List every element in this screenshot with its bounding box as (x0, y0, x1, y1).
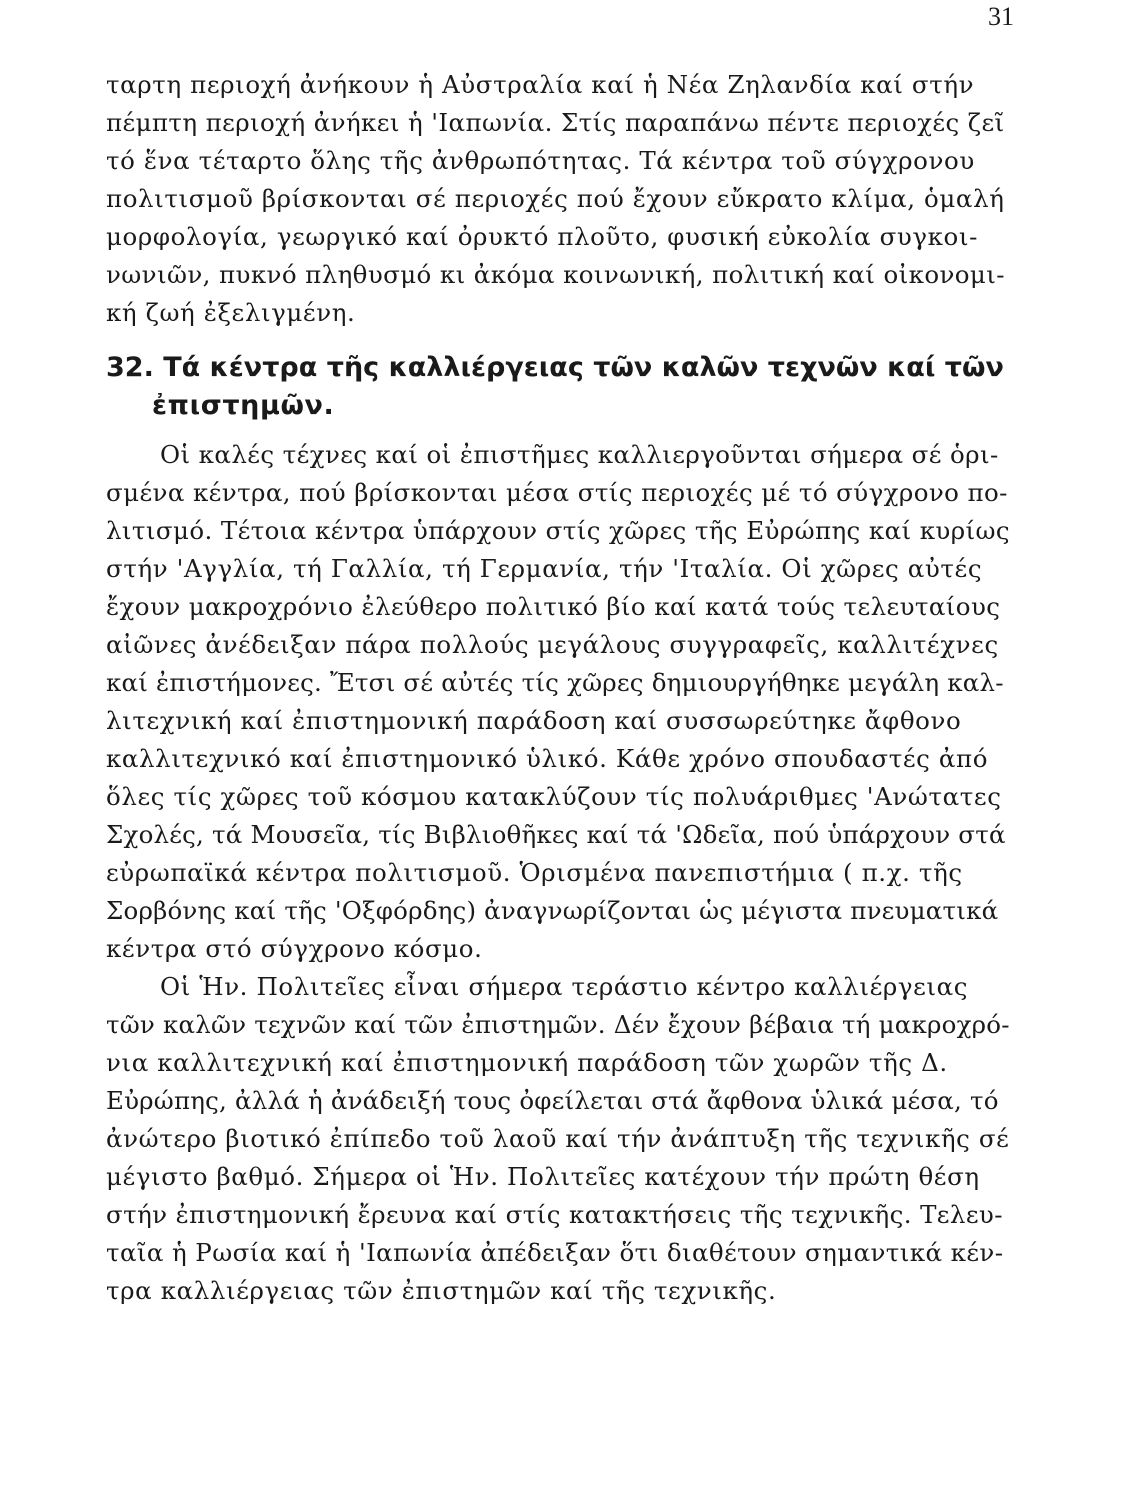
text-line: στήν ἐπιστημονική ἔρευνα καί στίς κατακτήσεις τῆς τεχνικῆς. Τελευ- (106, 1200, 1003, 1229)
text-line: ἔχουν μακροχρόνιο ἐλεύθερο πολιτικό βίο καί κατά τούς τελευταίους (106, 592, 1001, 621)
text-line: Σορβόνης καί τῆς 'Οξφόρδης) ἀναγνωρίζονται ὡς μέγιστα πνευματικά (106, 896, 999, 925)
text-line: αἰῶνες ἀνέδειξαν πάρα πολλούς μεγάλους συγγραφεῖς, καλλιτέχνες (106, 630, 999, 659)
section-heading-line: 32. Τά κέντρα τῆς καλλιέργειας τῶν καλῶν τεχνῶν καί τῶν (106, 352, 1004, 383)
text-line: κή ζωή ἐξελιγμένη. (106, 298, 356, 327)
text-line: ὅλες τίς χῶρες τοῦ κόσμου κατακλύζουν τίς πολυάριθμες 'Ανώτατες (106, 782, 1002, 811)
text-line: λιτεχνική καί ἐπιστημονική παράδοση καί συσσωρεύτηκε ἄφθονο (106, 706, 962, 735)
text-line: τρα καλλιέργειας τῶν ἐπιστημῶν καί τῆς τεχνικῆς. (106, 1276, 777, 1305)
text-line: μορφολογία, γεωργικό καί ὀρυκτό πλοῦτο, φυσική εὐκολία συγκοι- (106, 222, 978, 251)
section-heading-line: ἐπιστημῶν. (152, 390, 335, 421)
text-line: πολιτισμοῦ βρίσκονται σέ περιοχές πού ἔχουν εὔκρατο κλίμα, ὁμαλή (106, 184, 1005, 213)
text-line: Εὐρώπης, ἀλλά ἡ ἀνάδειξή τους ὀφείλεται στά ἄφθονα ὑλικά μέσα, τό (106, 1086, 999, 1115)
text-line: στήν 'Αγγλία, τή Γαλλία, τή Γερμανία, τήν 'Ιταλία. Οἱ χῶρες αὐτές (106, 554, 983, 583)
text-line: ταρτη περιοχή ἀνήκουν ἡ Αὐστραλία καί ἡ Νέα Ζηλανδία καί στήν (106, 70, 975, 99)
text-line: νια καλλιτεχνική καί ἐπιστημονική παράδοση τῶν χωρῶν τῆς Δ. (106, 1048, 948, 1077)
text-line: καί ἐπιστήμονες. Ἔτσι σέ αὐτές τίς χῶρες δημιουργήθηκε μεγάλη καλ- (106, 668, 1004, 697)
text-line: νωνιῶν, πυκνό πληθυσμό κι ἀκόμα κοινωνική, πολιτική καί οἰκονομι- (106, 260, 1005, 289)
text-line: τό ἕνα τέταρτο ὅλης τῆς ἀνθρωπότητας. Τά κέντρα τοῦ σύγχρονου (106, 146, 975, 175)
text-line: ταῖα ἡ Ρωσία καί ἡ 'Ιαπωνία ἀπέδειξαν ὅτι διαθέτουν σημαντικά κέν- (106, 1238, 1004, 1267)
text-line: σμένα κέντρα, πού βρίσκονται μέσα στίς περιοχές μέ τό σύγχρονο πο- (106, 478, 1008, 507)
text-line: λιτισμό. Τέτοια κέντρα ὑπάρχουν στίς χῶρες τῆς Εὐρώπης καί κυρίως (106, 516, 1011, 545)
text-line: καλλιτεχνικό καί ἐπιστημονικό ὑλικό. Κάθε χρόνο σπουδαστές ἀπό (106, 744, 989, 773)
text-line: Οἱ καλές τέχνες καί οἱ ἐπιστῆμες καλλιεργοῦνται σήμερα σέ ὁρι- (160, 440, 999, 469)
text-line: Οἱ Ἡν. Πολιτεῖες εἶναι σήμερα τεράστιο κέντρο καλλιέργειας (160, 972, 969, 1001)
text-line: πέμπτη περιοχή ἀνήκει ἡ 'Ιαπωνία. Στίς παραπάνω πέντε περιοχές ζεῖ (106, 108, 1005, 137)
text-line: ἀνώτερο βιοτικό ἐπίπεδο τοῦ λαοῦ καί τήν ἀνάπτυξη τῆς τεχνικῆς σέ (106, 1124, 1010, 1153)
page-number: 31 (988, 2, 1014, 31)
text-line: Σχολές, τά Μουσεῖα, τίς Βιβλιοθῆκες καί τά 'Ωδεῖα, πού ὑπάρχουν στά (106, 820, 1006, 849)
text-line: τῶν καλῶν τεχνῶν καί τῶν ἐπιστημῶν. Δέν ἔχουν βέβαια τή μακροχρό- (106, 1010, 1010, 1039)
text-line: κέντρα στό σύγχρονο κόσμο. (106, 934, 483, 963)
text-line: μέγιστο βαθμό. Σήμερα οἱ Ἡν. Πολιτεῖες κατέχουν τήν πρώτη θέση (106, 1162, 980, 1191)
text-line: εὐρωπαϊκά κέντρα πολιτισμοῦ. Ὁρισμένα πανεπιστήμια ( π.χ. τῆς (106, 858, 963, 887)
